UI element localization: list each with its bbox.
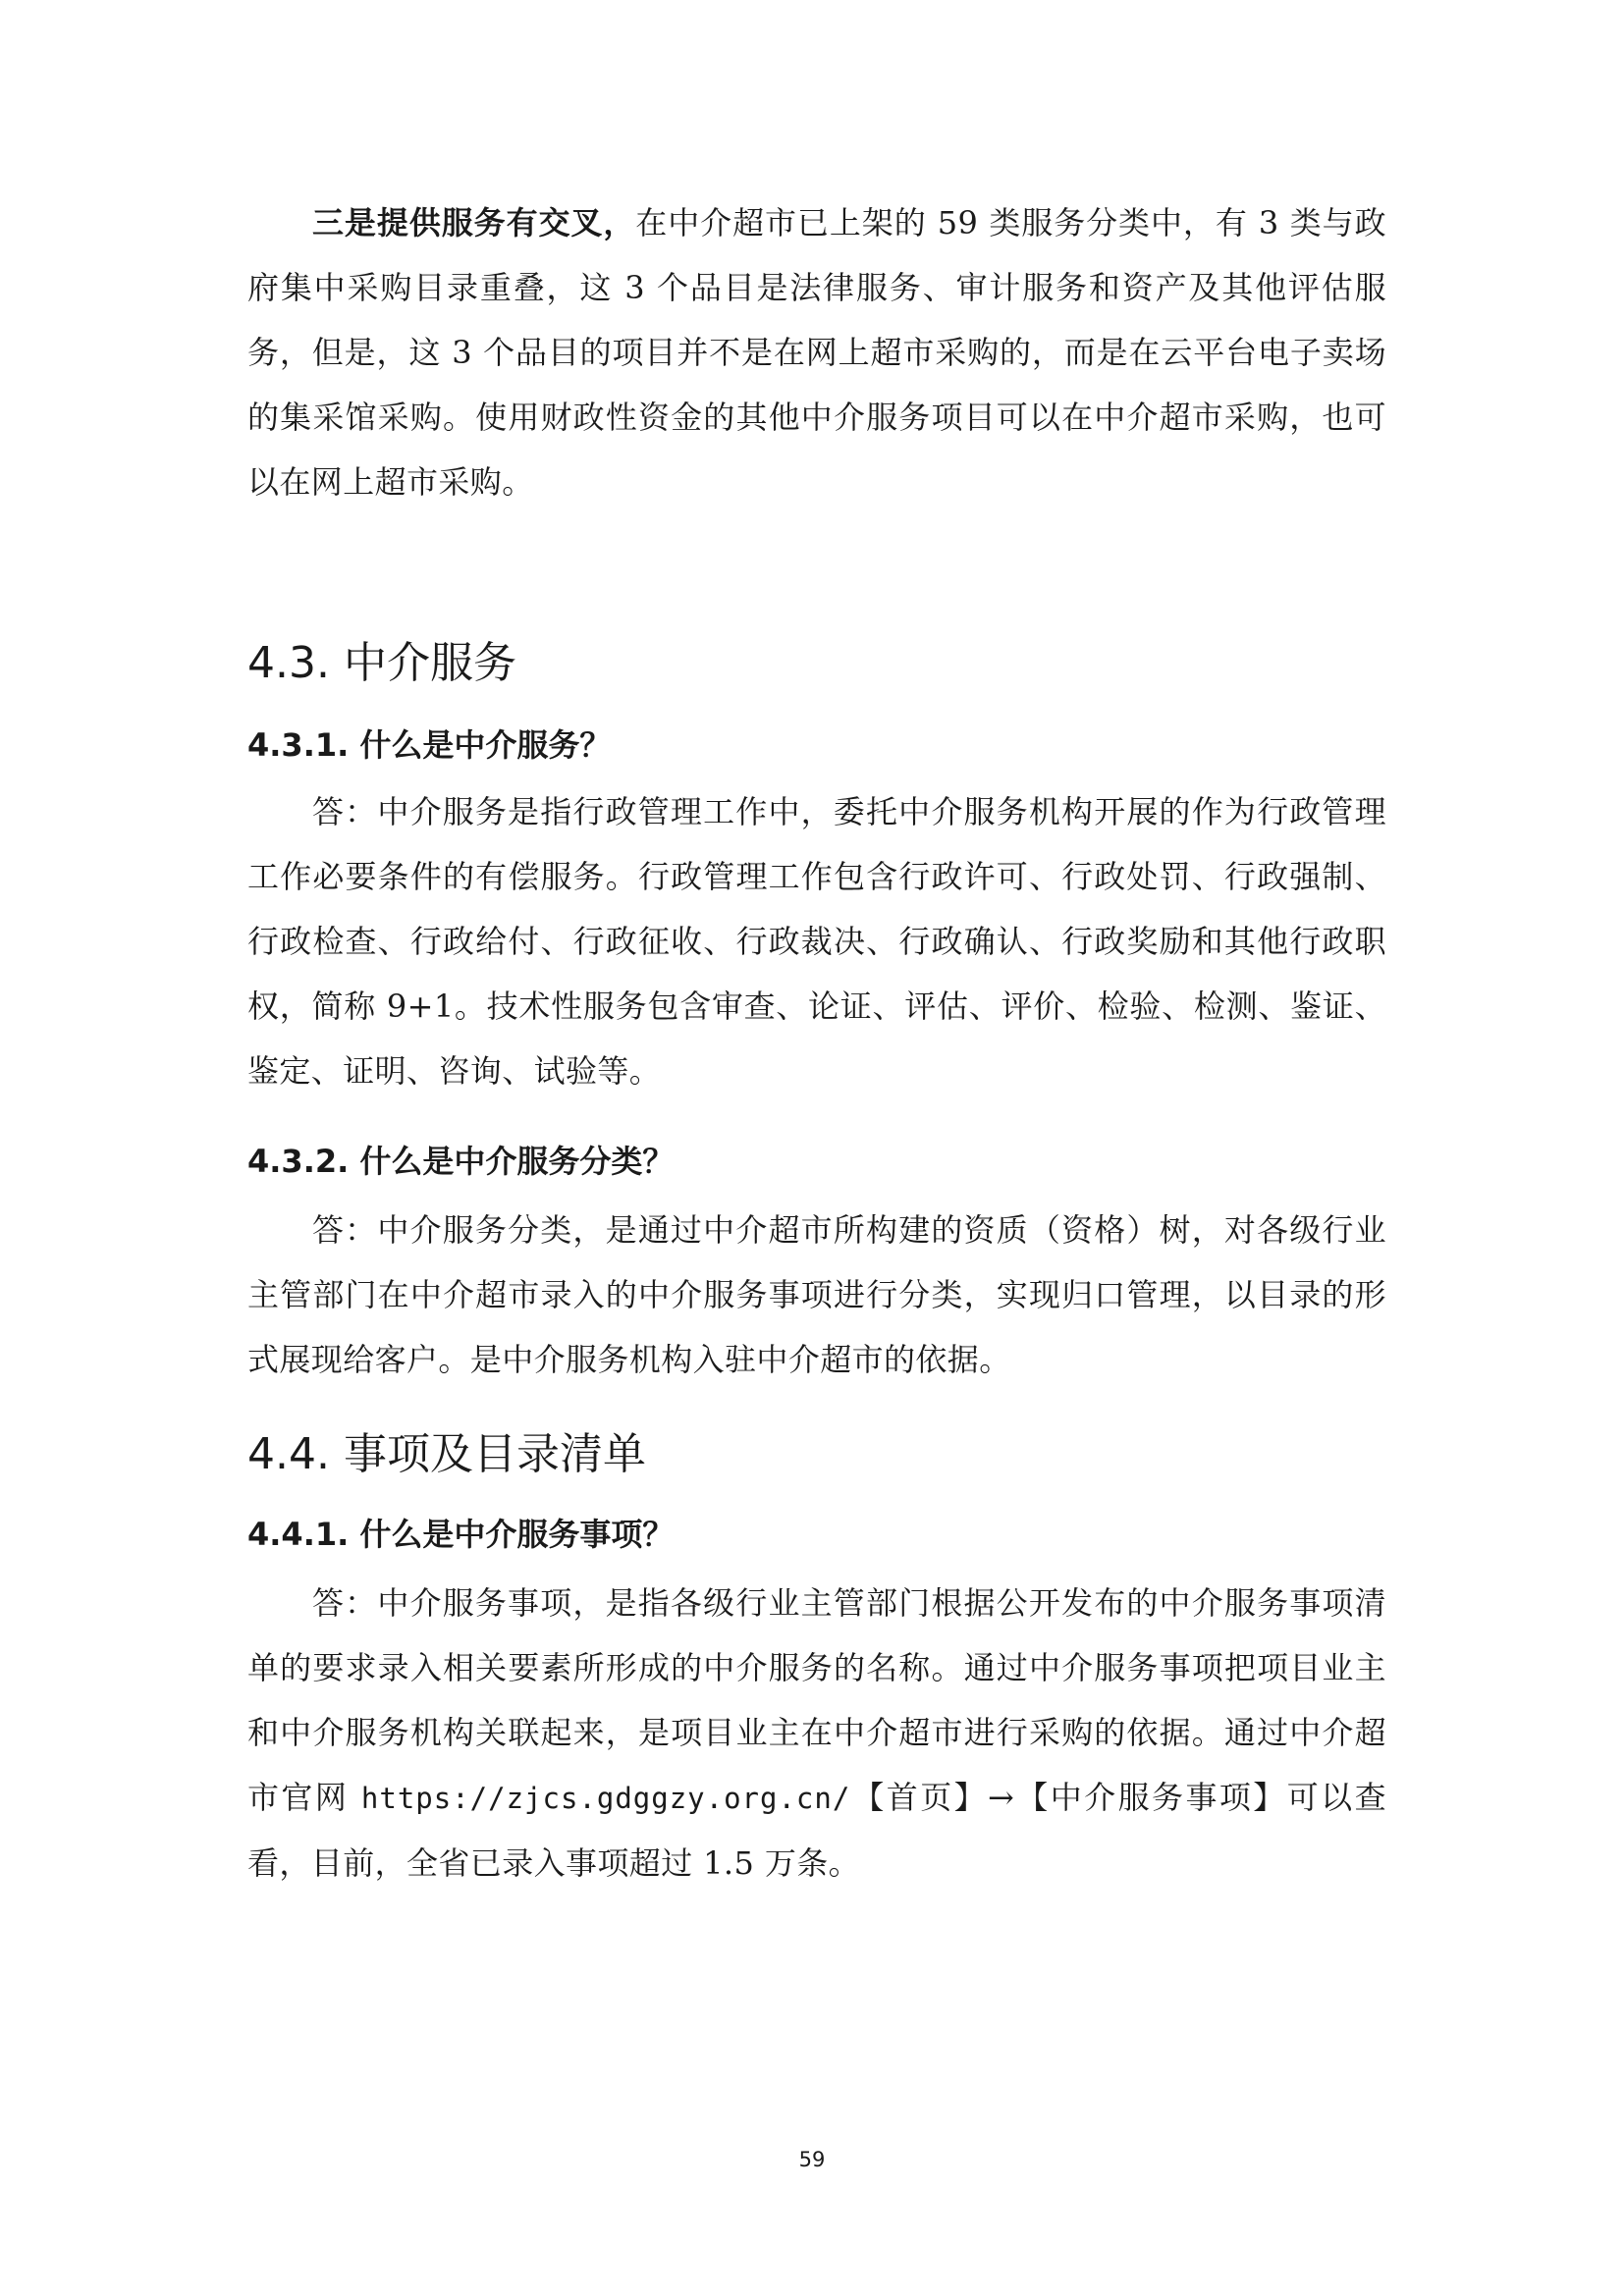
question-heading-4-4-1: 4.4.1. 什么是中介服务事项？ bbox=[247, 1516, 675, 1553]
page-content bbox=[247, 190, 1386, 1896]
answer-text-part2: 【首页】→【中介服务事项】可以查看，目前，全省已录入事项超过 1.5 万条。 bbox=[247, 1779, 1387, 1882]
intro-lead-text: 三是提供服务有交叉， bbox=[312, 204, 636, 241]
section-heading-4-4: 4.4. 事项及目录清单 bbox=[247, 1429, 646, 1479]
answer-paragraph-4-4-1 bbox=[247, 1571, 1386, 1896]
question-heading-4-3-2: 4.3.2. 什么是中介服务分类？ bbox=[247, 1143, 675, 1180]
section-heading-4-3: 4.3. 中介服务 bbox=[247, 638, 516, 688]
question-heading-4-3-1: 4.3.1. 什么是中介服务？ bbox=[247, 726, 612, 764]
intro-body-text: 在中介超市已上架的 59 类服务分类中，有 3 类与政府集中采购目录重叠，这 3 个品目是法律服务、审计服务和资产及其他评估服务，但是，这 3 个品目的项目并不是在网上超市采购的，而是在云平台电子卖场的集采馆采购。使用财政性资金的其他中介服务项目可以在中介超市采购，也可以在网上超市采购。 bbox=[247, 204, 1386, 501]
intro-paragraph bbox=[247, 190, 1386, 514]
website-url-text: https://zjcs.gdggzy.org.cn/ bbox=[360, 1782, 851, 1815]
answer-paragraph-4-3-1: 答：中介服务是指行政管理工作中，委托中介服务机构开展的作为行政管理工作必要条件的有偿服务。行政管理工作包含行政许可、行政处罚、行政强制、行政检查、行政给付、行政征收、行政裁决、行政确认、行政奖励和其他行政职权，简称 9+1。技术性服务包含审查、论证、评估、评价、检验、检测、鉴证、鉴定、证明、咨询、试验等。 bbox=[247, 793, 1386, 1090]
answer-text-part1: 答：中介服务事项，是指各级行业主管部门根据公开发布的中介服务事项清单的要求录入相关要素所形成的中介服务的名称。通过中介服务事项把项目业主和中介服务机构关联起来，是项目业主在中介超市进行采购的依据。通过中介超市官网 bbox=[247, 1584, 1386, 1816]
page-number: 59 bbox=[798, 2148, 826, 2171]
answer-paragraph-4-3-2: 答：中介服务分类，是通过中介超市所构建的资质（资格）树，对各级行业主管部门在中介超市录入的中介服务事项进行分类，实现归口管理，以目录的形式展现给客户。是中介服务机构入驻中介超市的依据。 bbox=[247, 1211, 1386, 1378]
